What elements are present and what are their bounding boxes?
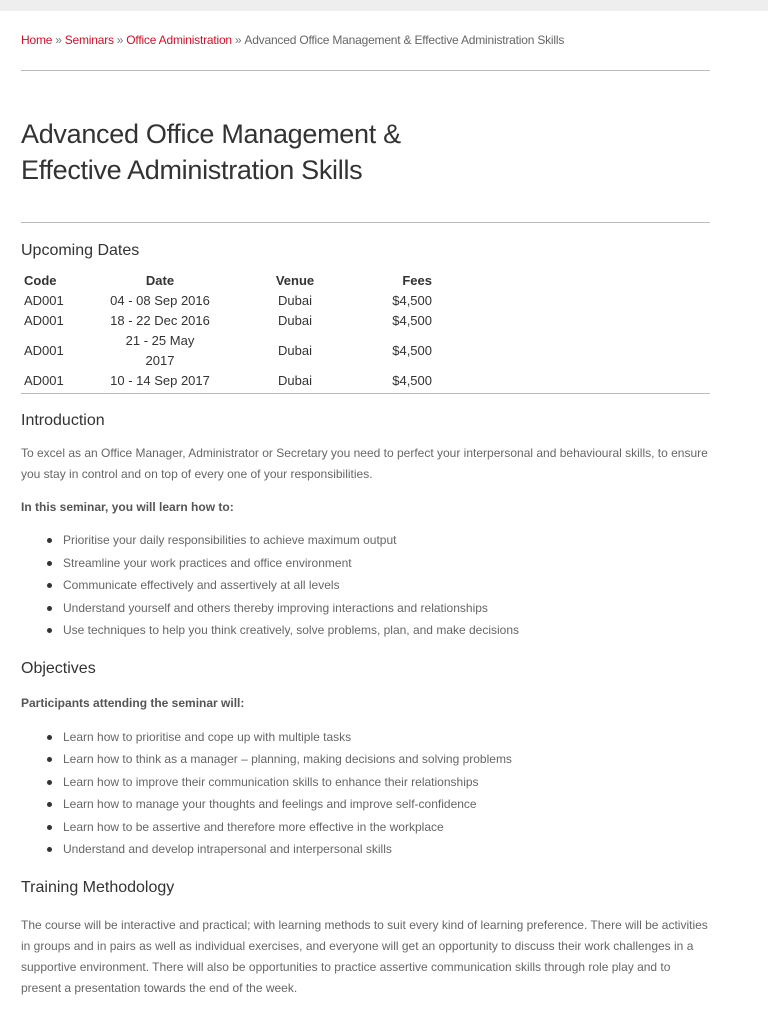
breadcrumb-home-link[interactable]: Home [21,33,53,47]
breadcrumb-seminars-link[interactable]: Seminars [64,33,114,47]
column-header-code: Code [24,273,57,288]
objectives-lead-text: Participants attending the seminar will: [21,695,245,710]
cell-fees: $4,500 [392,313,432,328]
methodology-heading: Training Methodology [21,878,175,896]
column-header-venue: Venue [275,273,315,288]
introduction-heading: Introduction [21,412,105,429]
bullet-icon [47,583,52,588]
learn-lead-text: In this seminar, you will learn how to: [21,500,234,514]
bullet-icon [47,802,52,807]
breadcrumb-separator: » [55,33,62,47]
breadcrumb [21,11,710,48]
list-item [47,726,710,749]
bullet-icon [47,538,52,543]
upcoming-dates-heading: Upcoming Dates [21,242,140,259]
list-item-text: Streamline your work practices and office environment [63,555,352,570]
bullet-icon [47,606,52,611]
table-row [24,371,432,391]
bullet-icon [47,780,52,785]
column-header-date: Date [145,273,175,288]
list-item [47,793,710,816]
list-item [47,597,710,620]
top-bar [0,0,768,11]
list-item [47,838,710,861]
cell-date: 21 - 25 May 2017 [125,333,195,368]
breadcrumb-current: Advanced Office Management & Effective Administration Skills [244,33,565,47]
divider [21,393,710,394]
learn-list [21,529,710,642]
bullet-icon [47,561,52,566]
list-item-text: Use techniques to help you think creatively, solve problems, plan, and make decisions [63,623,520,637]
divider [21,222,710,223]
bullet-icon [47,757,52,762]
list-item [47,771,710,794]
cell-venue: Dubai [278,293,312,308]
breadcrumb-category-link[interactable]: Office Administration [126,33,232,47]
bullet-icon [47,628,52,633]
cell-date: 18 - 22 Dec 2016 [110,313,210,328]
list-item-text: Learn how to think as a manager – planning, making decisions and solving problems [63,752,512,766]
cell-code: AD001 [24,293,64,308]
list-item-text: Prioritise your daily responsibilities to achieve maximum output [63,533,397,547]
list-item [47,619,710,642]
list-item [47,816,710,839]
table-row [24,291,432,311]
bullet-icon [47,825,52,830]
page-title: Advanced Office Management & Effective Administration Skills [21,119,401,185]
bullet-icon [47,735,52,740]
breadcrumb-separator: » [234,33,242,47]
cell-code: AD001 [24,313,64,328]
list-item-text: Understand yourself and others thereby improving interactions and relationships [63,600,488,615]
list-item-text: Learn how to improve their communication skills to enhance their relationships [63,774,479,789]
table-row [24,331,432,371]
divider [21,70,710,71]
list-item [47,574,710,597]
list-item-text: Learn how to be assertive and therefore more effective in the workplace [63,819,444,834]
cell-fees: $4,500 [392,293,432,308]
list-item-text: Understand and develop intrapersonal and interpersonal skills [63,842,392,856]
cell-venue: Dubai [278,343,312,358]
list-item-text: Learn how to manage your thoughts and feelings and improve self-confidence [63,797,477,811]
table-header-row [24,271,432,291]
list-item [47,748,710,771]
introduction-text: To excel as an Office Manager, Administrator or Secretary you need to perfect your interpersonal and behavioural skills, to ensure you stay in control and on top of every one of your responsibilities. [21,446,708,481]
list-item-text: Communicate effectively and assertively at all levels [63,578,340,592]
cell-date: 10 - 14 Sep 2017 [110,373,210,388]
objectives-list [21,726,710,861]
objectives-heading: Objectives [21,659,96,677]
column-header-fees: Fees [402,273,432,288]
list-item [47,552,710,575]
cell-code: AD001 [24,343,64,358]
cell-venue: Dubai [278,373,312,388]
cell-venue: Dubai [278,313,312,328]
main-content [0,11,768,999]
methodology-text: The course will be interactive and practical; with learning methods to suit every kind of learning preference. There will be activities in groups and in pairs as well as individual exercises, and everyone will get an opportunity to discuss their work challenges in a supportive environment. There will also be opportunities to practice assertive communication skills through role play and to present a presentation towards the end of the week. [21,917,708,995]
table-row [24,311,432,331]
upcoming-dates-table [24,271,432,391]
bullet-icon [47,847,52,852]
cell-code: AD001 [24,373,64,388]
list-item-text: Learn how to prioritise and cope up with multiple tasks [63,729,352,744]
cell-fees: $4,500 [392,343,432,358]
list-item [47,529,710,552]
cell-date: 04 - 08 Sep 2016 [110,293,210,308]
cell-fees: $4,500 [392,373,432,388]
breadcrumb-separator: » [116,33,124,47]
